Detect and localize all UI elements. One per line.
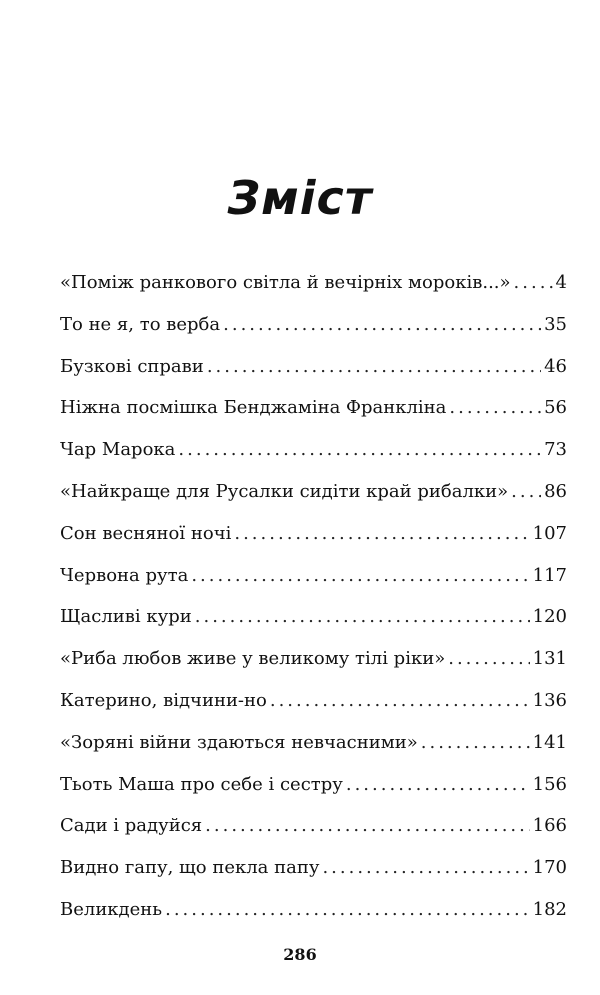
toc-entry-title: Бузкові справи (60, 355, 204, 377)
dot-leader (421, 730, 530, 756)
table-of-contents (60, 270, 567, 939)
toc-entry-page: 86 (544, 480, 567, 502)
dot-leader (270, 688, 530, 714)
toc-entry (60, 479, 567, 521)
toc-entry (60, 395, 567, 437)
toc-entry-page: 4 (555, 272, 567, 293)
dot-leader (234, 521, 529, 547)
dot-leader (346, 772, 530, 798)
toc-entry-page: 73 (544, 439, 567, 461)
toc-entry-title: Великдень (60, 898, 163, 920)
toc-entry-page: 170 (532, 857, 567, 879)
toc-entry-page: 182 (532, 898, 567, 920)
toc-entry (60, 855, 567, 897)
toc-entry-page: 166 (532, 815, 567, 837)
page-title: Зміст (227, 170, 373, 225)
dot-leader (322, 855, 529, 881)
toc-entry-page: 107 (532, 522, 567, 544)
toc-entry-title: Чар Марока (60, 439, 176, 461)
page-number: 286 (283, 945, 317, 964)
toc-entry-title: Ніжна посмішка Бенджаміна Франкліна (60, 397, 447, 419)
dot-leader (511, 479, 541, 505)
toc-entry-title: Сади і радуйся (60, 815, 203, 837)
toc-entry-page: 156 (532, 773, 567, 795)
toc-entry-page: 141 (532, 731, 567, 753)
toc-entry-page: 35 (544, 313, 567, 335)
toc-entry (60, 688, 567, 730)
dot-leader (514, 270, 553, 296)
toc-entry (60, 312, 567, 354)
toc-entry-page: 117 (532, 564, 567, 586)
toc-entry-title: Сон весняної ночі (60, 522, 232, 544)
toc-entry-title: Катерино, відчини-но (60, 689, 267, 711)
toc-entry-page: 131 (532, 648, 567, 670)
dot-leader (195, 604, 530, 630)
dot-leader (448, 646, 529, 672)
toc-entry-page: 136 (532, 689, 567, 711)
toc-entry (60, 563, 567, 605)
toc-entry-page: 120 (532, 606, 567, 628)
toc-entry (60, 730, 567, 772)
toc-entry (60, 354, 567, 396)
toc-entry-title: Видно гапу, що пекла папу (60, 857, 320, 879)
dot-leader (223, 312, 541, 338)
dot-leader (207, 354, 541, 380)
dot-leader (178, 437, 541, 463)
toc-entry-title: Щасливі кури (60, 606, 192, 628)
toc-entry-title: «Зоряні війни здаються невчасними» (60, 731, 418, 753)
toc-entry (60, 897, 567, 939)
toc-entry (60, 437, 567, 479)
dot-leader (165, 897, 530, 923)
dot-leader (191, 563, 529, 589)
toc-entry (60, 646, 567, 688)
toc-entry-title: То не я, то верба (60, 313, 221, 335)
toc-entry-title: «Поміж ранкового світла й вечірніх мороків...» (60, 272, 511, 293)
toc-entry (60, 772, 567, 814)
toc-entry-title: Тьоть Маша про себе і сестру (60, 773, 343, 795)
toc-entry-title: «Найкраще для Русалки сидіти край рибалки» (60, 480, 509, 502)
toc-entry (60, 521, 567, 563)
toc-entry-page: 46 (544, 355, 567, 377)
dot-leader (205, 813, 529, 839)
toc-entry-title: «Риба любов живе у великому тілі ріки» (60, 648, 446, 670)
toc-entry (60, 604, 567, 646)
toc-entry-title: Червона рута (60, 564, 189, 586)
dot-leader (449, 395, 541, 421)
toc-entry (60, 270, 567, 312)
toc-entry-page: 56 (544, 397, 567, 419)
toc-entry (60, 813, 567, 855)
